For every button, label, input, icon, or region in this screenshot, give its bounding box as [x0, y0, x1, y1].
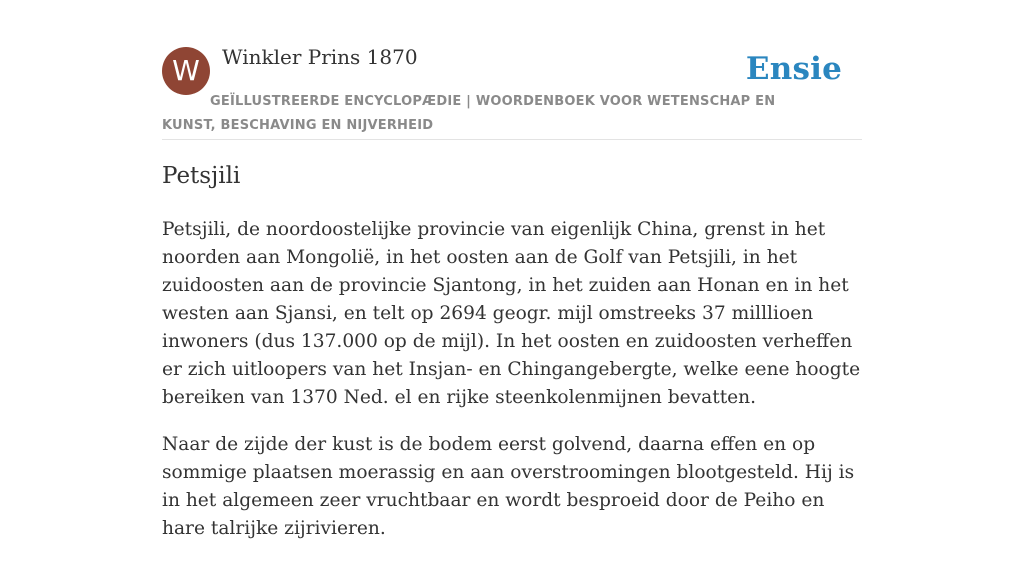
article-paragraph: Petsjili, de noordoostelijke provincie van eigenlijk China, grenst in het noorden aan Mongolië, in het oosten aan de Golf van Petsjili, in het zuidoosten aan de provincie Sjantong, in het zuiden aan Honan en in het westen aan Sjansi, en telt op 2694 geogr. mijl omstreeks 37 milllioen inwoners (dus 137.000 op de mijl). In het oosten en zuidoosten verheffen er zich uitloopers van het Insjan- en Chingangebergte, welke eene hoogte bereiken van 1370 Ned. el en rijke steenkolenmijnen bevatten. — [162, 219, 861, 408]
header — [162, 0, 862, 140]
article-title: Petsjili — [162, 163, 241, 189]
source-subtitle: GEÏLLUSTREERDE ENCYCLOPÆDIE | WOORDENBOEK VOOR WETENSCHAP EN KUNST, BESCHAVING EN NIJVERHEID — [162, 94, 776, 133]
source-avatar[interactable]: W — [162, 47, 210, 95]
ensie-logo[interactable]: Ensie — [745, 51, 842, 87]
source-title-link[interactable]: Winkler Prins 1870 — [222, 45, 418, 69]
article-body — [162, 216, 862, 562]
page — [162, 0, 862, 539]
article-paragraph: Naar de zijde der kust is de bodem eerst golvend, daarna effen en op sommige plaatsen moerassig en aan overstroomingen blootgesteld. Hij is in het algemeen zeer vruchtbaar en wordt besproeid door de Peiho en hare talrijke zijrivieren. — [162, 434, 855, 539]
